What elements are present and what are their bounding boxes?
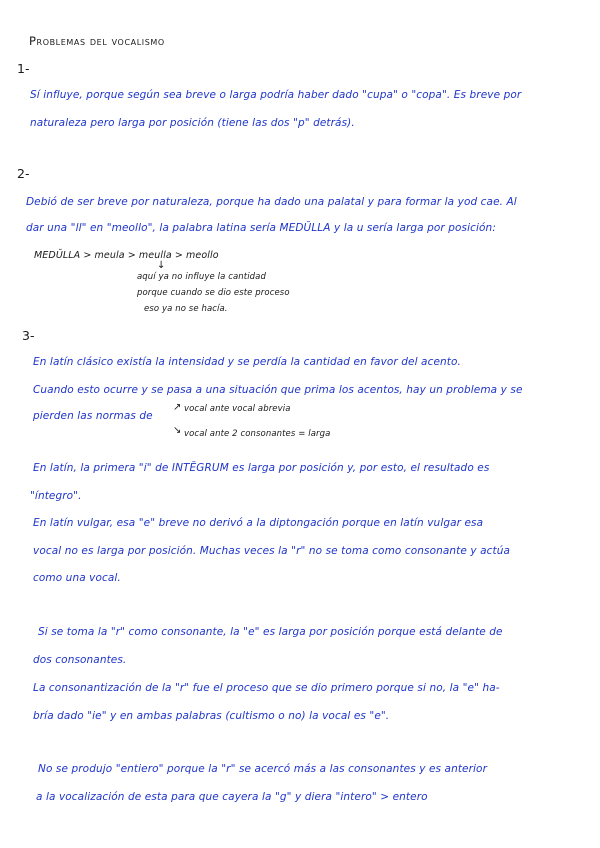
q1-line-1: Sí influye, porque según sea breve o larga podría haber dado "cupa" o "copa". Es breve por (30, 89, 522, 101)
q2-note-3: eso ya no se hacía. (144, 304, 228, 314)
down-arrow-icon: ↓ (157, 260, 166, 271)
q3-p5-line-2: a la vocalización de esta para que cayera la "g" y diera "intero" > entero (36, 791, 428, 803)
q3-line-1: En latín clásico existía la intensidad y se perdía la cantidad en favor del acento. (33, 356, 461, 368)
q3-p5-line-1: No se produjo "entiero" porque la "r" se acercó más a las consonantes y es anterior (38, 763, 487, 775)
q3-p2-line-1: En latín, la primera "i" de INTĔGRUM es larga por posición y, por esto, el resultado es (33, 462, 490, 474)
q2-line-1: Debió de ser breve por naturaleza, porque ha dado una palatal y para formar la yod cae. Al (26, 196, 517, 208)
page-title: Problemas del vocalismo (29, 34, 165, 48)
q3-line-2: Cuando esto ocurre y se pasa a una situación que prima los acentos, hay un problema y se (33, 384, 523, 396)
arrow-icon: ↗ (173, 402, 182, 413)
q1-number: 1- (17, 61, 30, 76)
q3-rule-2: vocal ante 2 consonantes = larga (184, 429, 331, 439)
q2-note-2: porque cuando se dio este proceso (137, 288, 290, 298)
q3-p3-line-2: vocal no es larga por posición. Muchas veces la "r" no se toma como consonante y actúa (33, 545, 511, 557)
q2-note-1: aquí ya no influye la cantidad (137, 272, 266, 282)
q3-p4-line-4: bría dado "ie" y en ambas palabras (cultismo o no) la vocal es "e". (33, 710, 390, 722)
q3-line-3: pierden las normas de (33, 410, 153, 422)
q3-p4-line-3: La consonantización de la "r" fue el proceso que se dio primero porque si no, la "e" ha- (33, 682, 500, 694)
q3-p4-line-1: Si se toma la "r" como consonante, la "e" es larga por posición porque está delante de (38, 626, 503, 638)
q3-p4-line-2: dos consonantes. (33, 654, 127, 666)
q2-line-2: dar una "ll" en "meollo", la palabra latina sería MEDŬLLA y la u sería larga por posición: (26, 222, 496, 234)
q2-number: 2- (17, 166, 30, 181)
q3-p3-line-3: como una vocal. (33, 572, 121, 584)
q1-line-2: naturaleza pero larga por posición (tiene las dos "p" detrás). (30, 117, 355, 129)
arrow-icon: ↘ (173, 425, 182, 436)
q3-p2-line-2: "íntegro". (30, 490, 82, 502)
q3-number: 3- (22, 328, 35, 343)
q3-rule-1: vocal ante vocal abrevia (184, 404, 291, 414)
q3-p3-line-1: En latín vulgar, esa "e" breve no derivó a la diptongación porque en latín vulgar esa (33, 517, 484, 529)
q2-evolution: MEDŬLLA > meula > meulla > meollo (34, 250, 219, 261)
